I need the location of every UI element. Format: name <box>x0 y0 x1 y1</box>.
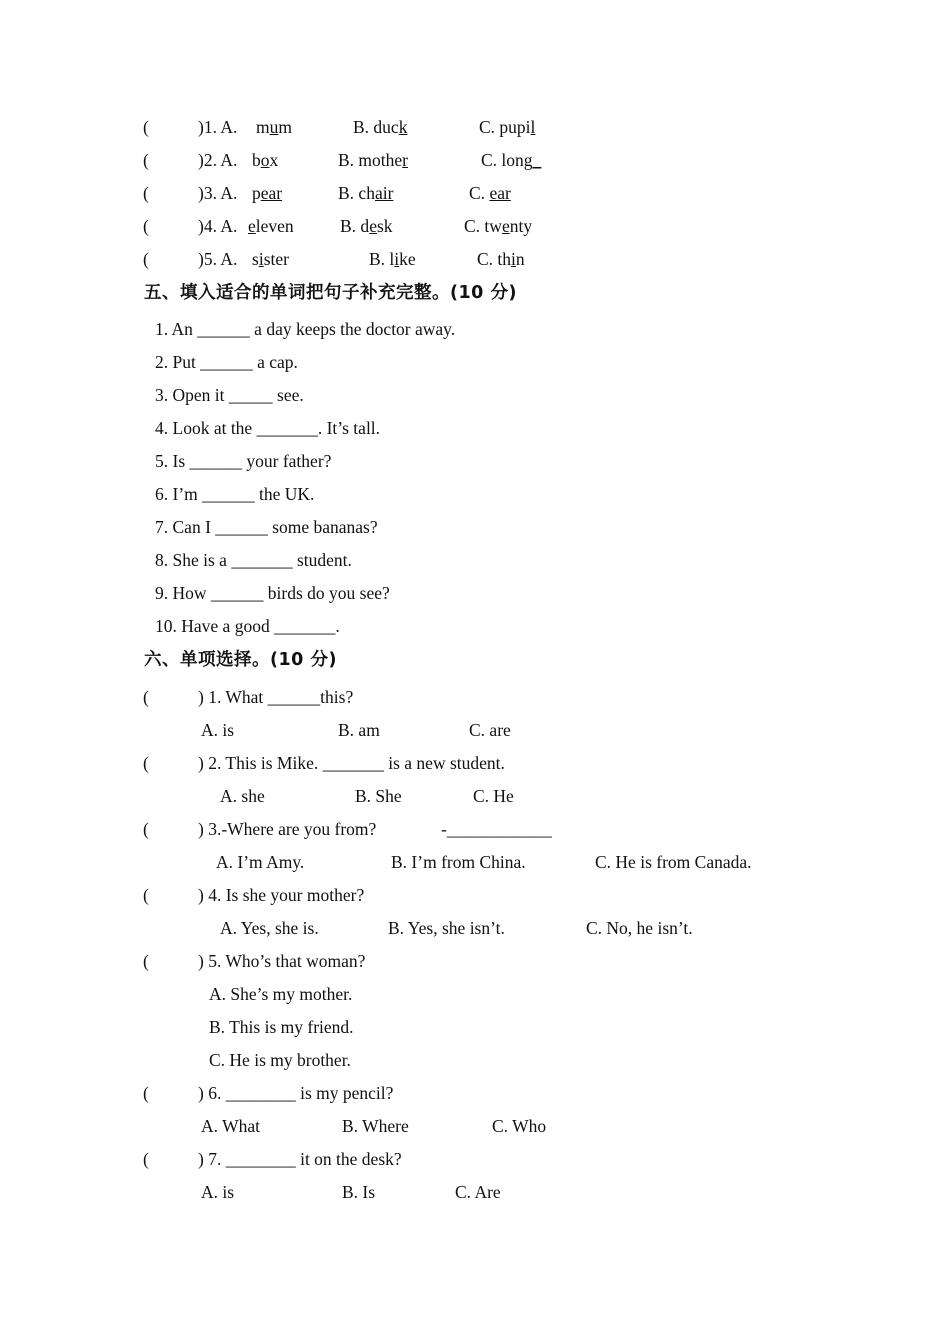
question-number: )3. A. <box>198 183 238 203</box>
option-a: A. is <box>201 720 235 740</box>
option-a: A. she <box>220 786 265 806</box>
option-c: C. No, he isn’t. <box>586 918 693 938</box>
option-c: C. He is my brother. <box>209 1050 351 1070</box>
paren-open: ( <box>143 216 149 236</box>
option-a: A. I’m Amy. <box>216 852 305 872</box>
question-stem: ) 5. Who’s that woman? <box>198 951 366 971</box>
paren-open: ( <box>143 150 149 170</box>
option-a: A. is <box>201 1182 235 1202</box>
question-number: )2. A. <box>198 150 238 170</box>
section-heading-6: 六、单项选择。(10 分) <box>144 650 337 670</box>
option-b: B. Is <box>342 1182 376 1202</box>
option-b: B. This is my friend. <box>209 1017 354 1037</box>
option-b: B. Yes, she isn’t. <box>388 918 505 938</box>
option-b: B. mother <box>338 150 408 170</box>
question-stem: ) 3.-Where are you from? <box>198 819 377 839</box>
question-number: )1. A. <box>198 117 238 137</box>
question-stem: ) 2. This is Mike. _______ is a new student. <box>198 753 505 773</box>
option-a: pear <box>252 183 283 203</box>
paren-open: ( <box>143 819 149 839</box>
option-b: B. desk <box>340 216 393 236</box>
option-a: box <box>252 150 279 170</box>
question-stem: ) 6. ________ is my pencil? <box>198 1083 394 1103</box>
section-heading-5: 五、填入适合的单词把句子补充完整。(10 分) <box>144 283 517 303</box>
option-b: B. She <box>355 786 402 806</box>
fill-item: 1. An ______ a day keeps the doctor away. <box>155 319 456 339</box>
option-b: B. duck <box>353 117 408 137</box>
option-c: C. twenty <box>464 216 533 236</box>
question-number: )4. A. <box>198 216 238 236</box>
option-b: B. like <box>369 249 416 269</box>
paren-open: ( <box>143 753 149 773</box>
option-a: A. What <box>201 1116 260 1136</box>
paren-open: ( <box>143 885 149 905</box>
option-a: A. She’s my mother. <box>209 984 353 1004</box>
fill-item: 3. Open it _____ see. <box>155 385 304 405</box>
fill-item: 8. She is a _______ student. <box>155 550 352 570</box>
paren-open: ( <box>143 951 149 971</box>
option-c: C. long_ <box>481 150 542 170</box>
question-number: )5. A. <box>198 249 238 269</box>
fill-item: 6. I’m ______ the UK. <box>155 484 315 504</box>
question-stem: ) 4. Is she your mother? <box>198 885 365 905</box>
answer-blank: -____________ <box>441 819 552 839</box>
question-stem: ) 7. ________ it on the desk? <box>198 1149 402 1169</box>
paren-open: ( <box>143 1083 149 1103</box>
option-c: C. Who <box>492 1116 547 1136</box>
option-b: B. chair <box>338 183 394 203</box>
option-c: C. pupil <box>479 117 536 137</box>
option-c: C. thin <box>477 249 525 269</box>
fill-item: 9. How ______ birds do you see? <box>155 583 390 603</box>
fill-item: 7. Can I ______ some bananas? <box>155 517 378 537</box>
paren-open: ( <box>143 1149 149 1169</box>
option-a: eleven <box>248 216 294 236</box>
question-stem: ) 1. What ______this? <box>198 687 354 707</box>
option-c: C. He <box>473 786 514 806</box>
option-b: B. am <box>338 720 380 740</box>
paren-open: ( <box>143 249 149 269</box>
fill-item: 5. Is ______ your father? <box>155 451 332 471</box>
option-a: mum <box>256 117 292 137</box>
fill-item: 2. Put ______ a cap. <box>155 352 298 372</box>
option-c: C. Are <box>455 1182 501 1202</box>
option-c: C. are <box>469 720 511 740</box>
option-a: sister <box>252 249 289 269</box>
fill-item: 10. Have a good _______. <box>155 616 340 636</box>
option-b: B. Where <box>342 1116 409 1136</box>
option-a: A. Yes, she is. <box>220 918 319 938</box>
fill-item: 4. Look at the _______. It’s tall. <box>155 418 381 438</box>
option-b: B. I’m from China. <box>391 852 526 872</box>
paren-open: ( <box>143 117 149 137</box>
paren-open: ( <box>143 687 149 707</box>
option-c: C. He is from Canada. <box>595 852 752 872</box>
paren-open: ( <box>143 183 149 203</box>
option-c: C. ear <box>469 183 511 203</box>
